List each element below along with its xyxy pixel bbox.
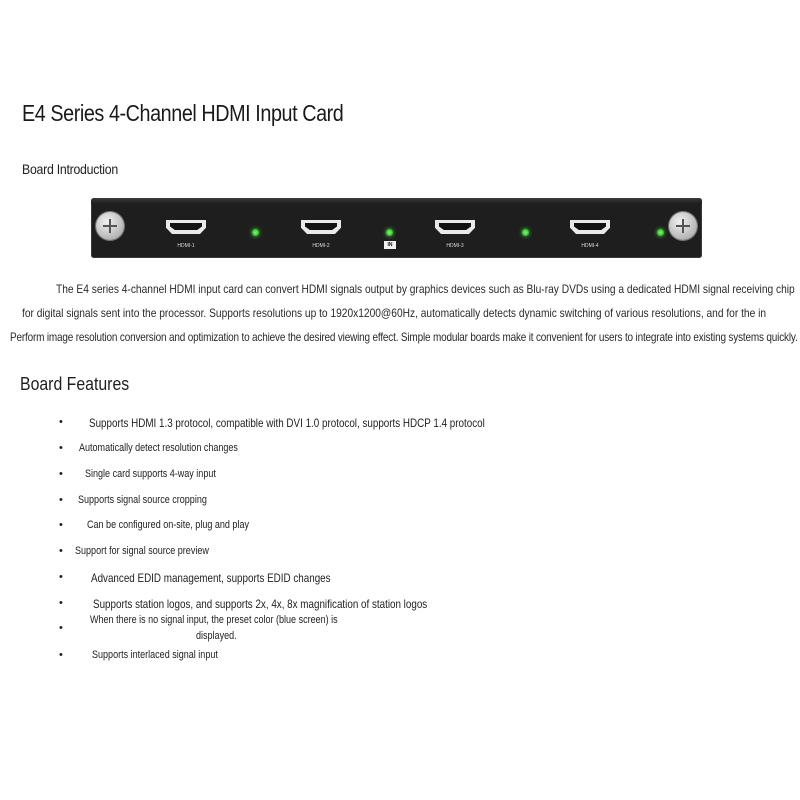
hdmi-port-icon [435,220,475,234]
bullet-icon: • [59,622,63,634]
list-item: Advanced EDID management, supports EDID changes [91,571,331,585]
list-item: Supports interlaced signal input [92,649,218,661]
status-led-icon [522,229,529,236]
hdmi-port-icon [301,220,341,234]
list-item: When there is no signal input, the preset color (blue screen) is [90,614,338,626]
bullet-icon: • [59,571,63,583]
list-item: Supports HDMI 1.3 protocol, compatible with DVI 1.0 protocol, supports HDCP 1.4 protocol [89,416,485,430]
list-item: Automatically detect resolution changes [79,442,238,454]
list-item: Single card supports 4-way input [85,468,216,480]
screw-icon [669,212,697,240]
hdmi-input-card-image [91,198,702,258]
bullet-icon: • [59,468,63,480]
hdmi-port-icon [166,220,206,234]
list-item-continuation: displayed. [196,630,237,642]
bullet-icon: • [59,649,63,661]
bullet-icon: • [59,519,63,531]
bullet-icon: • [59,597,63,609]
port-label-hdmi-1: HDMI-1 [177,243,195,249]
bullet-icon: • [59,442,63,454]
list-item: Can be configured on-site, plug and play [87,519,249,531]
list-item: Support for signal source preview [75,545,209,557]
page-title: E4 Series 4-Channel HDMI Input Card [22,100,344,126]
status-led-icon [252,229,259,236]
hdmi-port-icon [570,220,610,234]
bullet-icon: • [59,545,63,557]
board-features-heading: Board Features [20,374,130,394]
status-led-icon [386,229,393,236]
intro-paragraph-line: Perform image resolution conversion and optimization to achieve the desired viewing effect. Simple modular boards make it convenient for users to integrate into existing systems quickly. [10,330,798,344]
port-label-hdmi-3: HDMI-3 [446,243,464,249]
bullet-icon: • [59,416,63,428]
port-label-hdmi-4: HDMI-4 [581,243,599,249]
board-introduction-heading: Board Introduction [22,161,118,177]
bullet-icon: • [59,494,63,506]
intro-paragraph-line: The E4 series 4-channel HDMI input card can convert HDMI signals output by graphics devices such as Blu-ray DVDs using a dedicated HDMI signal receiving chip [56,282,795,296]
screw-icon [96,212,124,240]
intro-paragraph-line: for digital signals sent into the processor. Supports resolutions up to 1920x1200@60Hz, automatically detects dynamic switching of various resolutions, and for the in [22,306,767,320]
list-item: Supports signal source cropping [78,494,207,506]
port-label-hdmi-2: HDMI-2 [312,243,330,249]
status-led-icon [657,229,664,236]
board-rim [91,198,702,204]
in-badge: IN [384,241,396,249]
list-item: Supports station logos, and supports 2x, 4x, 8x magnification of station logos [93,597,428,611]
